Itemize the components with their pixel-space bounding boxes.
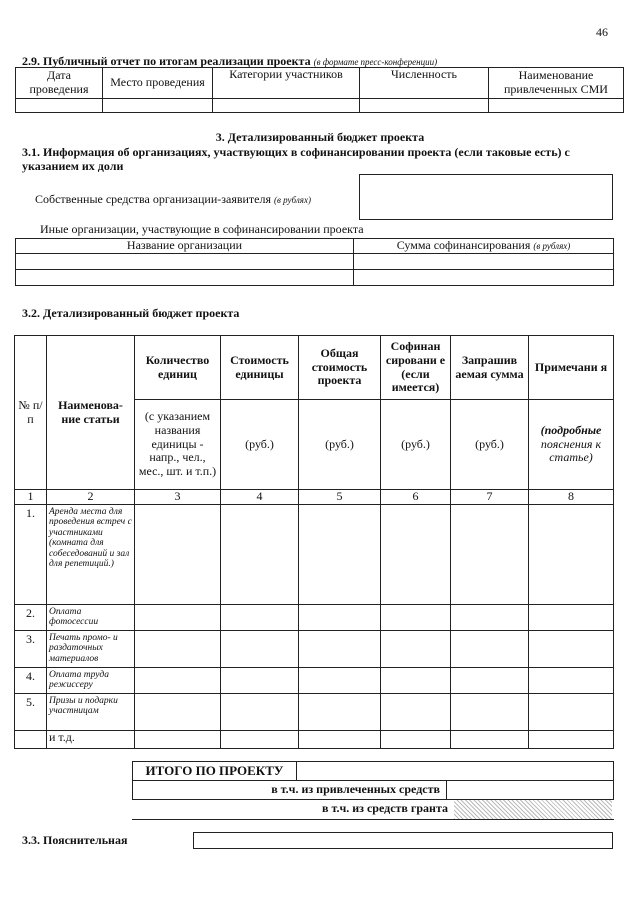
- colnum: 7: [451, 490, 529, 505]
- own-funds-note: (в рублях): [274, 195, 311, 205]
- table-row: [15, 605, 614, 631]
- table-row: [15, 505, 614, 605]
- header-count: Численность: [360, 68, 489, 99]
- row-number: 3.: [15, 631, 47, 668]
- header-qty: Количество единиц: [135, 336, 221, 400]
- cell-empty[interactable]: [213, 99, 360, 113]
- grant-row: [132, 799, 614, 820]
- row-item-name: Призы и подарки участницам: [47, 694, 135, 731]
- budget-table: [14, 335, 614, 749]
- cell-empty[interactable]: [381, 668, 451, 694]
- cell-empty[interactable]: [360, 99, 489, 113]
- table-row: [15, 731, 614, 749]
- colnum: 3: [135, 490, 221, 505]
- cell-empty[interactable]: [354, 254, 614, 270]
- section-3-3-title: 3.3. Пояснительная: [22, 833, 128, 847]
- incl-attracted-label: в т.ч. из привлеченных средств: [133, 781, 447, 800]
- sub-notes: [529, 400, 614, 490]
- header-date: Дата проведения: [16, 68, 103, 99]
- header-place: Место проведения: [103, 68, 213, 99]
- sub-unit-cost: (руб.): [221, 400, 299, 490]
- incl-grant-label: в т.ч. из средств гранта: [322, 801, 448, 815]
- cell-empty[interactable]: [529, 631, 614, 668]
- cell-empty[interactable]: [529, 694, 614, 731]
- sub-notes-rest: пояснения к статье): [540, 436, 602, 465]
- row-item-name: Оплата труда режиссеру: [47, 668, 135, 694]
- cell-empty[interactable]: [299, 631, 381, 668]
- row-item-name: Аренда места для проведения встреч с участниками (комната для собеседований и зал для репетиций.): [47, 505, 135, 605]
- cell-empty[interactable]: [529, 505, 614, 605]
- cell-empty[interactable]: [489, 99, 624, 113]
- public-report-table: [15, 67, 624, 113]
- row-number: 4.: [15, 668, 47, 694]
- cell-empty[interactable]: [451, 605, 529, 631]
- header-categories: Категории участников: [213, 68, 360, 99]
- cell-empty[interactable]: [451, 694, 529, 731]
- row-number: [15, 731, 47, 749]
- cell-empty[interactable]: [529, 668, 614, 694]
- cell-empty[interactable]: [451, 668, 529, 694]
- header-org-name: Название организации: [16, 239, 354, 254]
- cell-empty[interactable]: [221, 605, 299, 631]
- incl-attracted-value[interactable]: [447, 781, 614, 800]
- header-requested: Запрашив аемая сумма: [451, 336, 529, 400]
- header-org-sum-wrap: [354, 239, 614, 254]
- section-3-2-title: 3.2. Детализированный бюджет проекта: [22, 306, 240, 320]
- row-item-name: и т.д.: [47, 731, 135, 749]
- cell-empty[interactable]: [221, 505, 299, 605]
- cell-empty[interactable]: [381, 631, 451, 668]
- header-cofinancing: Софинан сировани е (если имеется): [381, 336, 451, 400]
- cell-empty[interactable]: [529, 731, 614, 749]
- own-funds-box[interactable]: [359, 174, 613, 220]
- cell-empty[interactable]: [135, 668, 221, 694]
- cell-empty[interactable]: [16, 99, 103, 113]
- table-row: [15, 668, 614, 694]
- colnum: 5: [299, 490, 381, 505]
- cell-empty[interactable]: [135, 631, 221, 668]
- explanatory-note-box[interactable]: [193, 832, 613, 849]
- cell-empty[interactable]: [221, 694, 299, 731]
- cell-empty[interactable]: [299, 668, 381, 694]
- row-item-name: Оплата фотосессии: [47, 605, 135, 631]
- cell-empty[interactable]: [299, 731, 381, 749]
- cell-empty[interactable]: [299, 505, 381, 605]
- cell-empty[interactable]: [451, 731, 529, 749]
- total-project-value[interactable]: [297, 762, 614, 781]
- row-number: 5.: [15, 694, 47, 731]
- total-project-label: ИТОГО ПО ПРОЕКТУ: [133, 762, 297, 781]
- cell-empty[interactable]: [354, 270, 614, 286]
- header-notes: Примечани я: [529, 336, 614, 400]
- cell-empty[interactable]: [135, 505, 221, 605]
- row-item-name: Печать промо- и раздаточных материалов: [47, 631, 135, 668]
- cell-empty[interactable]: [16, 270, 354, 286]
- page-number: 46: [596, 25, 608, 39]
- section-3-title: 3. Детализированный бюджет проекта: [215, 130, 425, 144]
- cell-empty[interactable]: [103, 99, 213, 113]
- header-unit-cost: Стоимость единицы: [221, 336, 299, 400]
- cell-empty[interactable]: [529, 605, 614, 631]
- sub-total-cost: (руб.): [299, 400, 381, 490]
- table-row: [15, 694, 614, 731]
- cell-empty[interactable]: [451, 631, 529, 668]
- cell-empty[interactable]: [16, 254, 354, 270]
- section-2-9-title: 2.9. Публичный отчет по итогам реализации проекта: [22, 54, 311, 68]
- cell-empty[interactable]: [299, 605, 381, 631]
- other-orgs-label: Иные организации, участвующие в софинансировании проекта: [40, 222, 364, 236]
- colnum: 1: [15, 490, 47, 505]
- sub-notes-bold: (подробные: [540, 422, 602, 437]
- cell-empty[interactable]: [381, 731, 451, 749]
- cell-empty[interactable]: [135, 694, 221, 731]
- cofinancing-orgs-table: [15, 238, 614, 286]
- totals-table: [132, 761, 614, 800]
- row-number: 2.: [15, 605, 47, 631]
- cell-empty[interactable]: [135, 605, 221, 631]
- row-number: 1.: [15, 505, 47, 605]
- sub-cofinancing: (руб.): [381, 400, 451, 490]
- colnum: 4: [221, 490, 299, 505]
- cell-empty[interactable]: [221, 668, 299, 694]
- sub-qty: (с указанием названия единицы - напр., чел., мес., шт. и т.п.): [135, 400, 221, 490]
- header-total-cost: Общая стоимость проекта: [299, 336, 381, 400]
- cell-empty[interactable]: [451, 505, 529, 605]
- header-org-sum-note: (в рублях): [533, 241, 571, 252]
- colnum: 8: [529, 490, 614, 505]
- own-funds-label: Собственные средства организации-заявителя: [35, 192, 272, 206]
- header-item: Наименова-ние статьи: [47, 336, 135, 490]
- colnum: 2: [47, 490, 135, 505]
- cell-empty[interactable]: [299, 694, 381, 731]
- table-row: [15, 631, 614, 668]
- cell-empty[interactable]: [381, 505, 451, 605]
- cell-empty[interactable]: [221, 631, 299, 668]
- own-funds-label-wrap: [35, 193, 311, 207]
- header-media: Наименование привлеченных СМИ: [489, 68, 624, 99]
- cell-empty[interactable]: [381, 605, 451, 631]
- grant-hatched-cell: [454, 800, 612, 819]
- sub-requested: (руб.): [451, 400, 529, 490]
- cell-empty[interactable]: [381, 694, 451, 731]
- header-num: № п/п: [15, 336, 47, 490]
- cell-empty[interactable]: [221, 731, 299, 749]
- cell-empty[interactable]: [135, 731, 221, 749]
- header-org-sum: Сумма софинансирования: [396, 238, 531, 253]
- colnum: 6: [381, 490, 451, 505]
- section-2-9-note: (в формате пресс-конференции): [313, 57, 438, 67]
- section-3-1-title: 3.1. Информация об организациях, участвующих в софинансировании проекта (если таковые есть) с указанием их доли: [22, 145, 570, 173]
